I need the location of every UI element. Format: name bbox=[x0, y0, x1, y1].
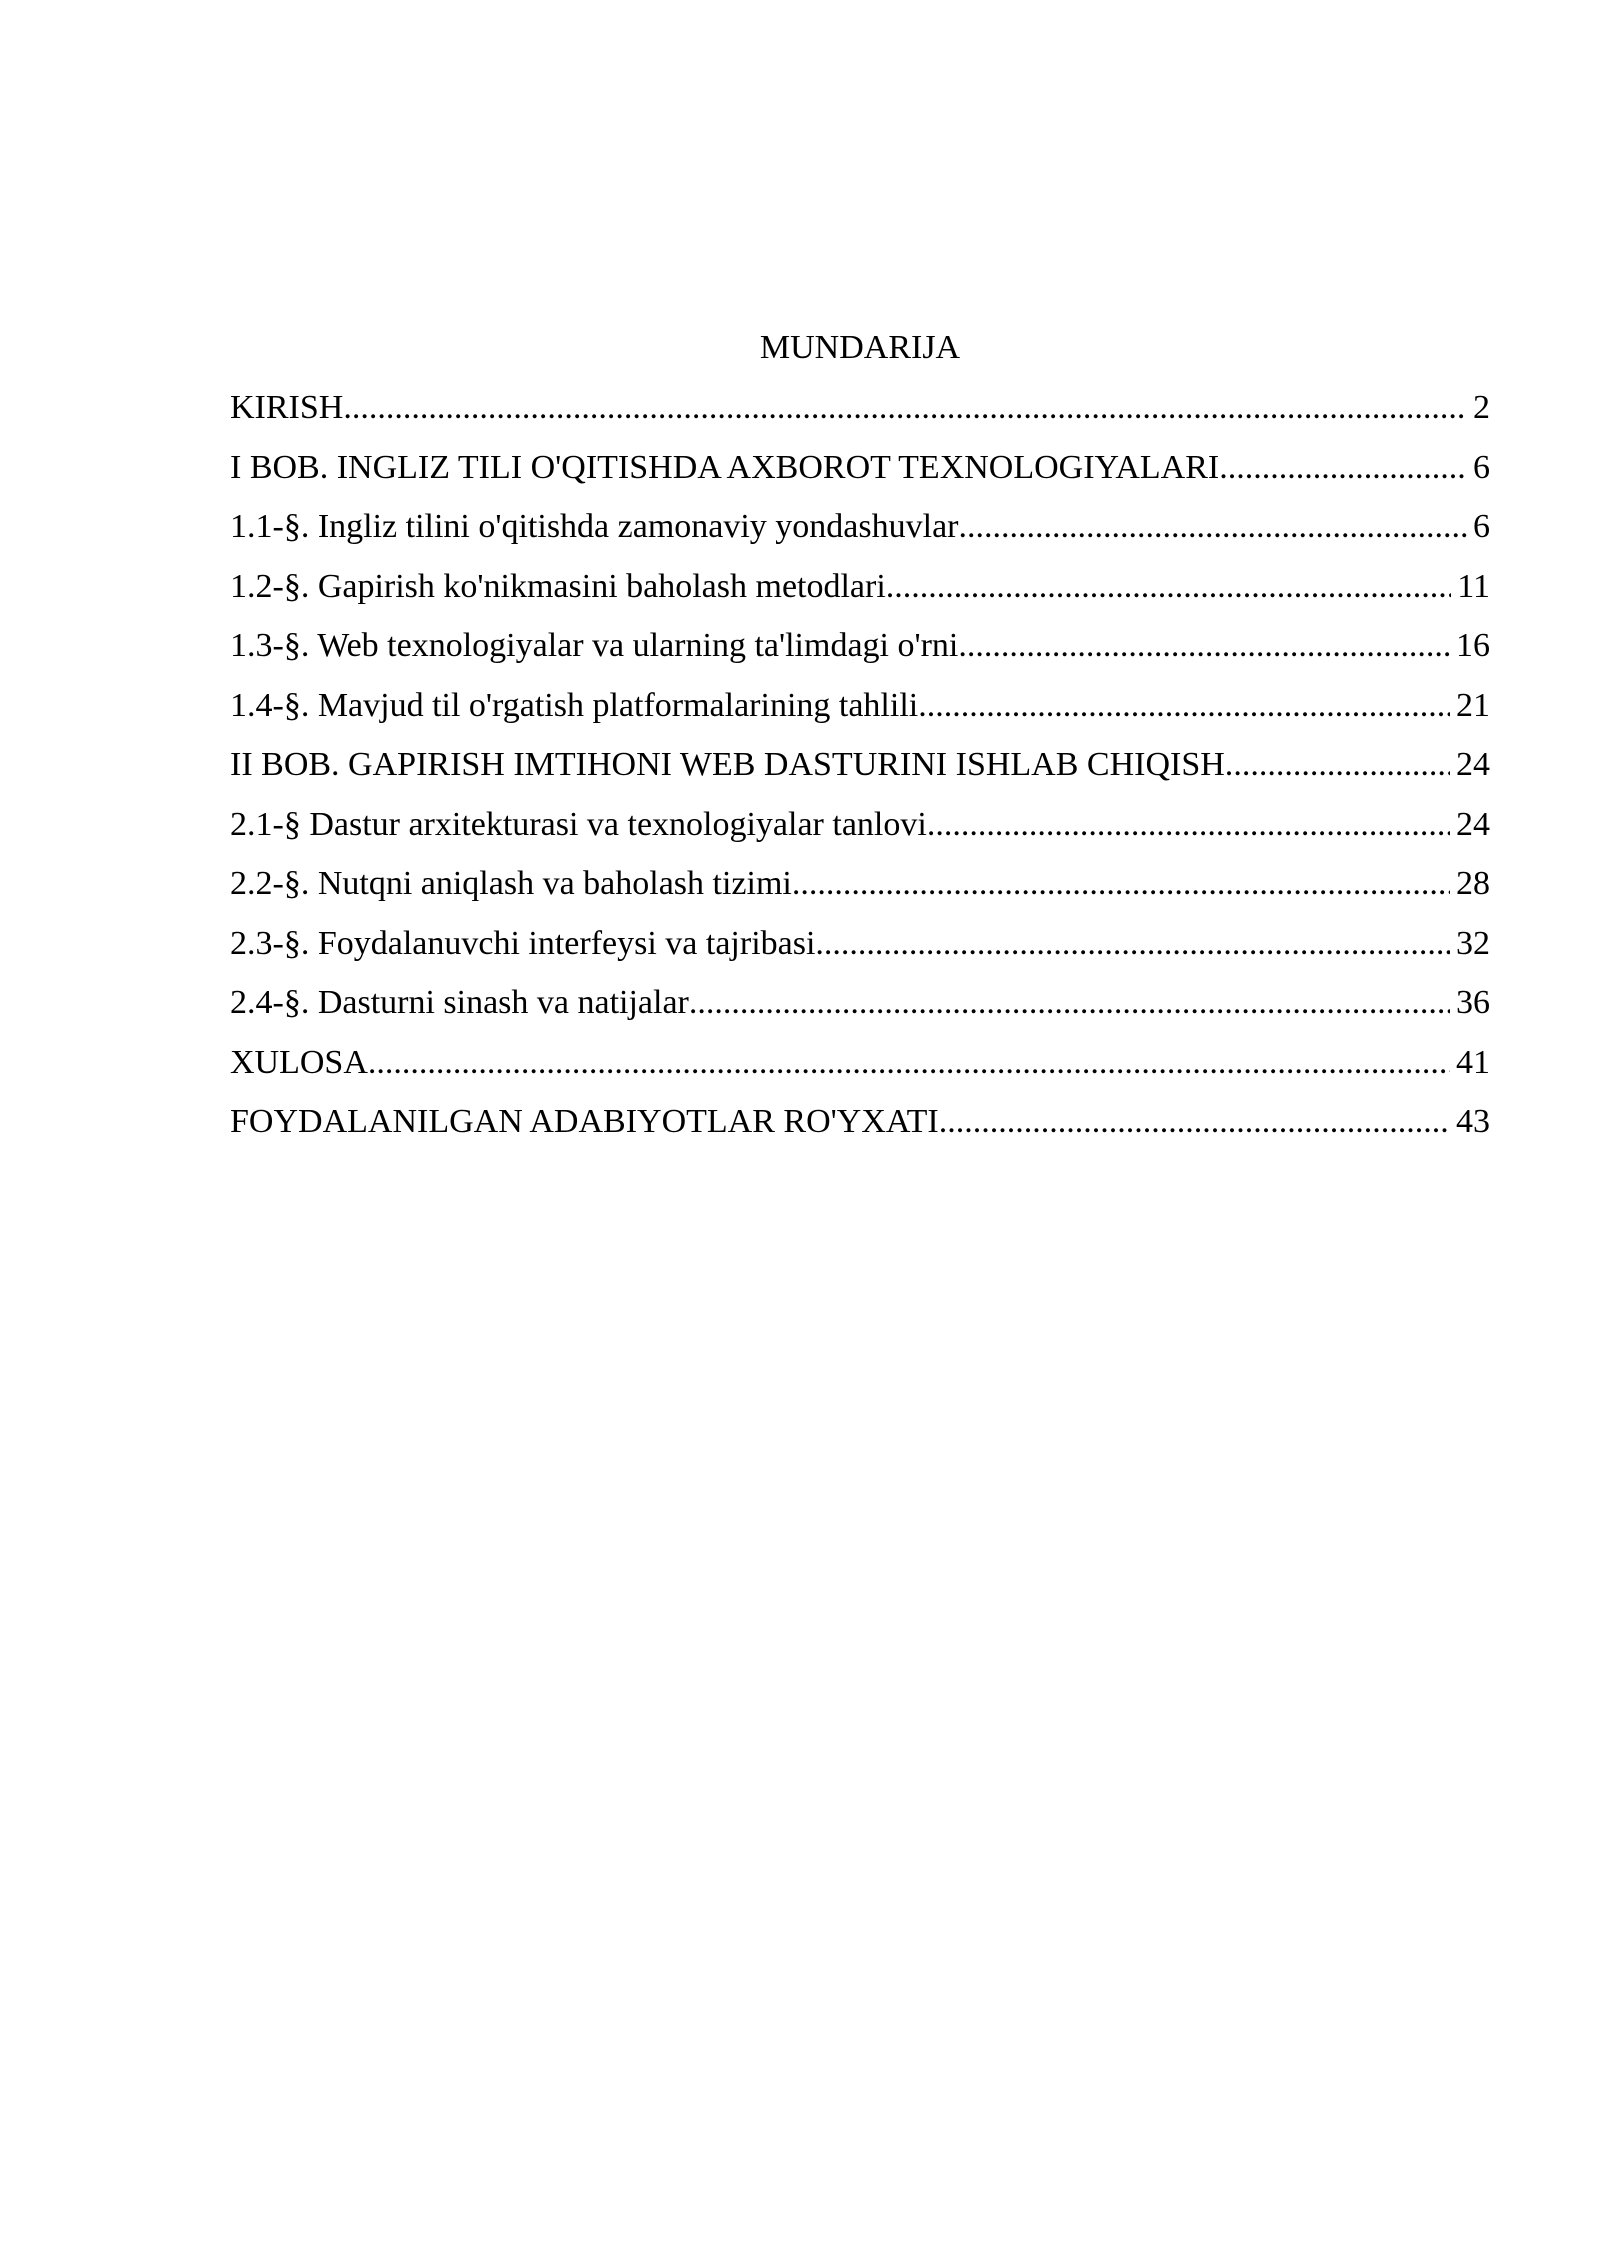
toc-entry-label: 1.2-§. Gapirish ko'nikmasini baholash metodlari bbox=[230, 567, 886, 605]
toc-dot-leader bbox=[886, 557, 1451, 617]
toc-entry-page-number: 32 bbox=[1456, 924, 1490, 962]
toc-entry-page-number: 11 bbox=[1457, 567, 1490, 605]
toc-dot-leader bbox=[959, 497, 1468, 557]
toc-entry-page-number: 28 bbox=[1456, 865, 1490, 902]
toc-entry-page-number: 21 bbox=[1456, 686, 1490, 724]
toc-entry-label: XULOSA bbox=[230, 1043, 368, 1081]
toc-dot-leader bbox=[792, 854, 1450, 914]
toc-dot-leader bbox=[1219, 438, 1467, 498]
toc-dot-leader bbox=[689, 973, 1450, 1033]
toc-entry-page-number: 2 bbox=[1473, 389, 1490, 426]
toc-list bbox=[230, 378, 1490, 1152]
toc-entry-label: KIRISH bbox=[230, 389, 344, 426]
toc-entry-section-2-3[interactable] bbox=[230, 914, 1490, 974]
toc-entry-label: 1.1-§. Ingliz tilini o'qitishda zamonaviy yondashuvlar bbox=[230, 508, 959, 545]
toc-entry-label: 2.2-§. Nutqni aniqlash va baholash tizimi bbox=[230, 865, 792, 902]
toc-entry-label: 1.3-§. Web texnologiyalar va ularning ta'limdagi o'rni bbox=[230, 627, 959, 664]
toc-entry-xulosa[interactable] bbox=[230, 1033, 1490, 1093]
toc-entry-section-1-1[interactable] bbox=[230, 497, 1490, 557]
table-of-contents bbox=[230, 318, 1490, 1152]
toc-entry-label: II BOB. GAPIRISH IMTIHONI WEB DASTURINI ISHLAB CHIQISH. bbox=[230, 746, 1234, 783]
toc-dot-leader bbox=[368, 1033, 1450, 1093]
toc-entry-page-number: 24 bbox=[1456, 805, 1490, 843]
toc-entry-section-1-4[interactable] bbox=[230, 676, 1490, 736]
toc-dot-leader bbox=[918, 676, 1450, 736]
toc-entry-label: 2.4-§. Dasturni sinash va natijalar bbox=[230, 984, 689, 1021]
toc-entry-section-1-3[interactable] bbox=[230, 616, 1490, 676]
toc-entry-kirish[interactable] bbox=[230, 378, 1490, 438]
toc-entry-section-2-4[interactable] bbox=[230, 973, 1490, 1033]
toc-dot-leader bbox=[958, 616, 1450, 676]
toc-entry-chapter-2[interactable] bbox=[230, 735, 1490, 795]
toc-dot-leader bbox=[815, 914, 1450, 974]
toc-entry-page-number: 6 bbox=[1473, 508, 1490, 545]
toc-entry-label: 2.3-§. Foydalanuvchi interfeysi va tajribasi bbox=[230, 924, 816, 962]
toc-entry-label: 2.1-§ Dastur arxitekturasi va texnologiyalar tanlovi bbox=[230, 805, 927, 843]
toc-entry-page-number: 36 bbox=[1456, 984, 1490, 1021]
toc-entry-page-number: 24 bbox=[1456, 746, 1490, 783]
toc-entry-section-2-2[interactable] bbox=[230, 854, 1490, 914]
toc-entry-page-number: 6 bbox=[1473, 448, 1490, 486]
toc-entry-page-number: 41 bbox=[1456, 1043, 1490, 1081]
toc-entry-section-1-2[interactable] bbox=[230, 557, 1490, 617]
toc-entry-chapter-1[interactable] bbox=[230, 438, 1490, 498]
toc-entry-label: 1.4-§. Mavjud til o'rgatish platformalarining tahlili bbox=[230, 686, 919, 724]
toc-dot-leader bbox=[343, 378, 1467, 438]
toc-entry-page-number: 43 bbox=[1456, 1103, 1490, 1140]
toc-title: MUNDARIJA bbox=[759, 329, 961, 366]
toc-dot-leader bbox=[939, 1092, 1450, 1152]
toc-entry-label: I BOB. INGLIZ TILI O'QITISHDA AXBOROT TEXNOLOGIYALARI bbox=[230, 448, 1220, 486]
toc-entry-section-2-1[interactable] bbox=[230, 795, 1490, 855]
toc-entry-label: FOYDALANILGAN ADABIYOTLAR RO'YXATI bbox=[230, 1103, 939, 1140]
toc-dot-leader bbox=[1233, 735, 1450, 795]
toc-entry-bibliography[interactable] bbox=[230, 1092, 1490, 1152]
toc-dot-leader bbox=[927, 795, 1450, 855]
toc-entry-page-number: 16 bbox=[1456, 627, 1490, 664]
